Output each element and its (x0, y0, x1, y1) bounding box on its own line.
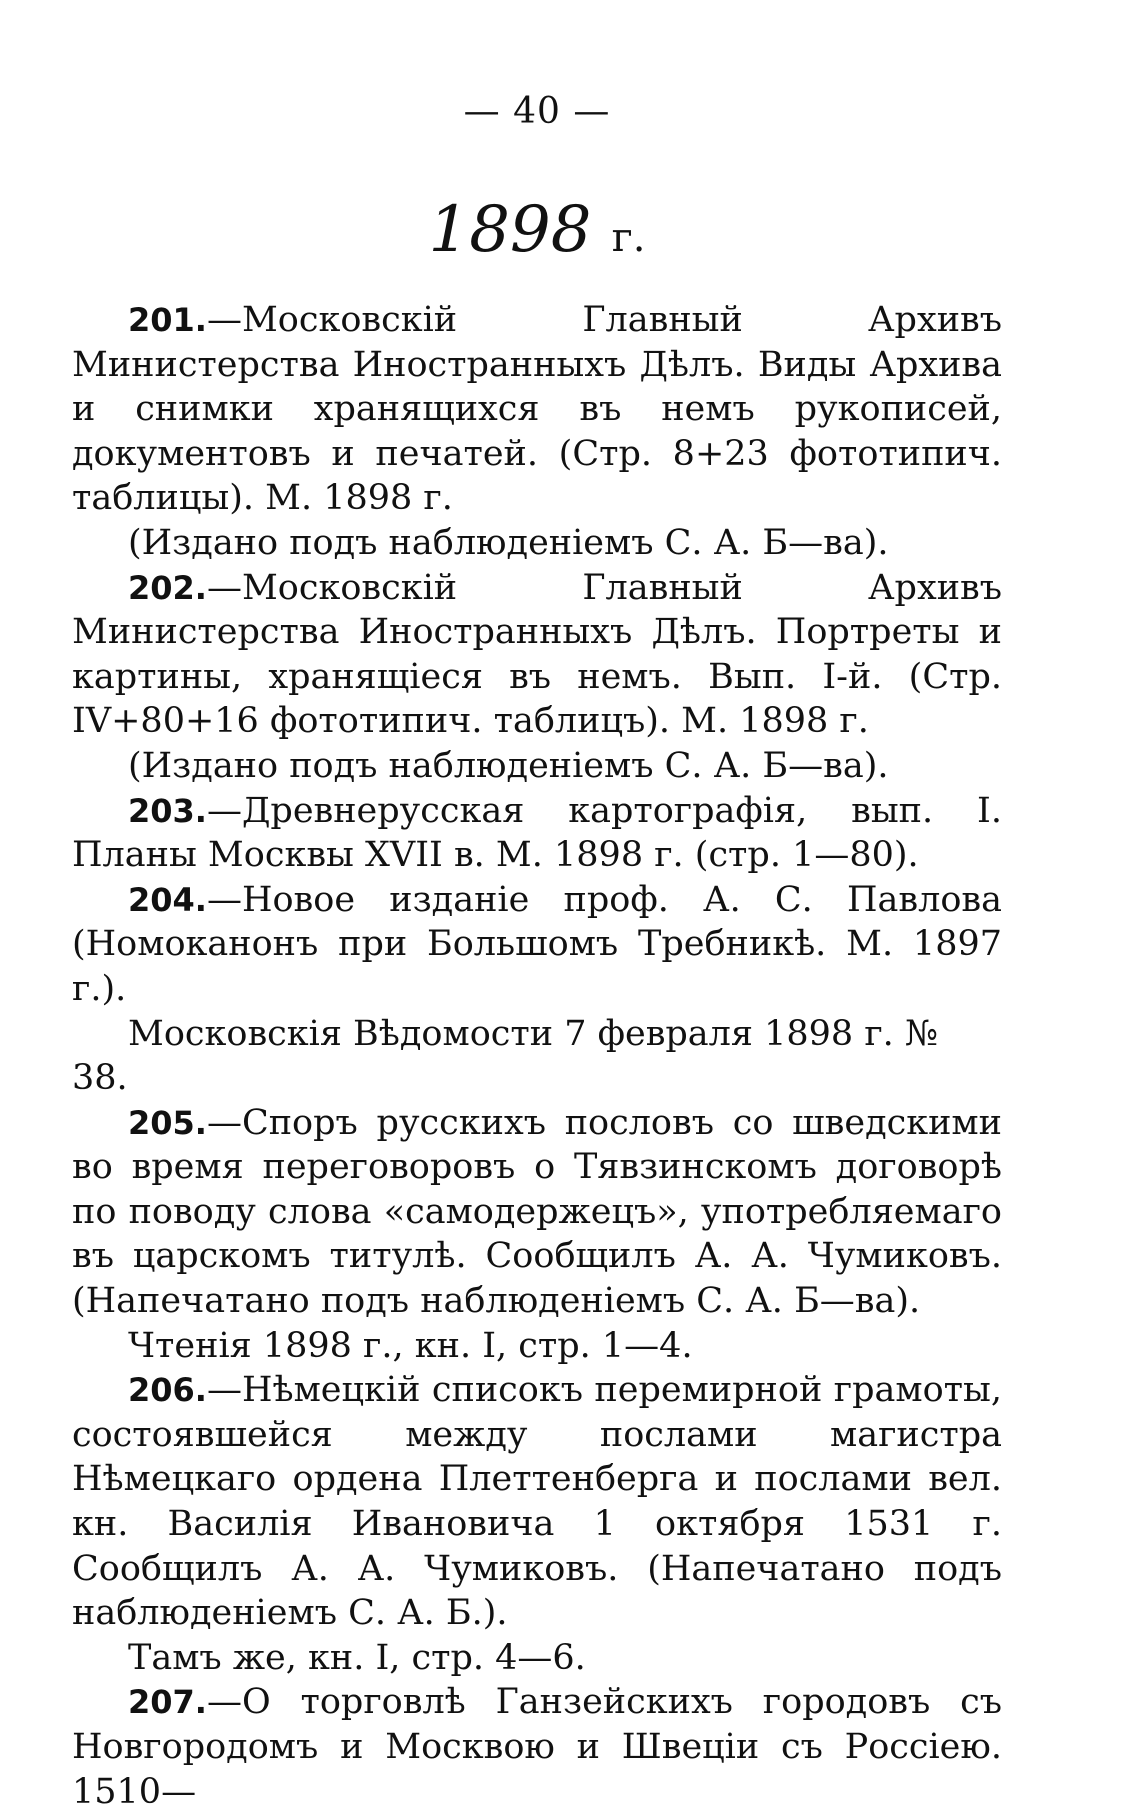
entry-note: Тамъ же, кн. I, стр. 4—6. (128, 1637, 586, 1678)
entry-note: (Издано подъ наблюденіемъ С. А. Б—ва). (128, 522, 889, 563)
entry-205 (72, 1101, 1002, 1324)
entry-note: Московскія Вѣдомости 7 февраля 1898 г. № 38. (72, 1013, 939, 1099)
entry-note: Чтенія 1898 г., кн. I, стр. 1—4. (128, 1325, 693, 1366)
entry-number: 202. (128, 568, 207, 607)
entry-number: 201. (128, 301, 207, 339)
entry-text: —Московскій Главный Архивъ Министерства Иностранныхъ Дѣлъ. Виды Архива и снимки хранящихся въ немъ рукописей, документовъ и печатей. (Стр. 8+23 фототипич. таблицы). М. 1898 г. (72, 300, 1002, 519)
entry-text: —Древнерусская картографія, вып. I. Планы Москвы XVII в. М. 1898 г. (стр. 1—80). (72, 790, 1002, 876)
entry-text: —Споръ русскихъ пословъ со шведскими во время переговоровъ о Тявзинскомъ договорѣ по поводу слова «самодержецъ», употребляемаго въ царскомъ титулѣ. Сообщилъ А. А. Чумиковъ. (Напечатано подъ наблюденіемъ С. А. Б—ва). (72, 1102, 1002, 1322)
year-value: 1898 (428, 193, 592, 267)
entry-text: —О торговлѣ Ганзейскихъ городовъ съ Новгородомъ и Москвою и Швеціи съ Россіею. 1510— (72, 1682, 1002, 1812)
entry-number: 204. (128, 880, 207, 919)
document-page (72, 90, 1002, 1814)
entry-203 (72, 789, 1002, 878)
entry-207 (72, 1680, 1002, 1814)
year-suffix: г. (611, 215, 646, 261)
entry-number: 203. (128, 791, 207, 830)
entry-note: (Издано подъ наблюденіемъ С. А. Б—ва). (128, 745, 889, 786)
entry-201 (72, 298, 1002, 521)
entry-text: —Новое изданіе проф. А. С. Павлова (Номоканонъ при Большомъ Требникѣ. М. 1897 г.). (72, 879, 1002, 1009)
page-number: — 40 — (463, 91, 611, 132)
entry-204 (72, 878, 1002, 1012)
entry-text: —Нѣмецкій списокъ перемирной грамоты, состоявшейся между послами магистра Нѣмецкаго ордена Плеттенберга и послами вел. кн. Василія Ивановича 1 октября 1531 г. Сообщилъ А. А. Чумиковъ. (Напечатано подъ наблюденіемъ С. А. Б.). (72, 1370, 1002, 1634)
entry-202 (72, 566, 1002, 744)
entry-text: —Московскій Главный Архивъ Министерства Иностранныхъ Дѣлъ. Портреты и картины, хранящіеся въ немъ. Вып. I-й. (Стр. IV+80+16 фототипич. таблицъ). М. 1898 г. (72, 567, 1002, 742)
entry-number: 205. (128, 1103, 207, 1142)
entry-number: 206. (128, 1371, 207, 1410)
entry-206 (72, 1368, 1002, 1636)
entry-number: 207. (128, 1683, 207, 1722)
section-year-heading (72, 190, 1002, 278)
